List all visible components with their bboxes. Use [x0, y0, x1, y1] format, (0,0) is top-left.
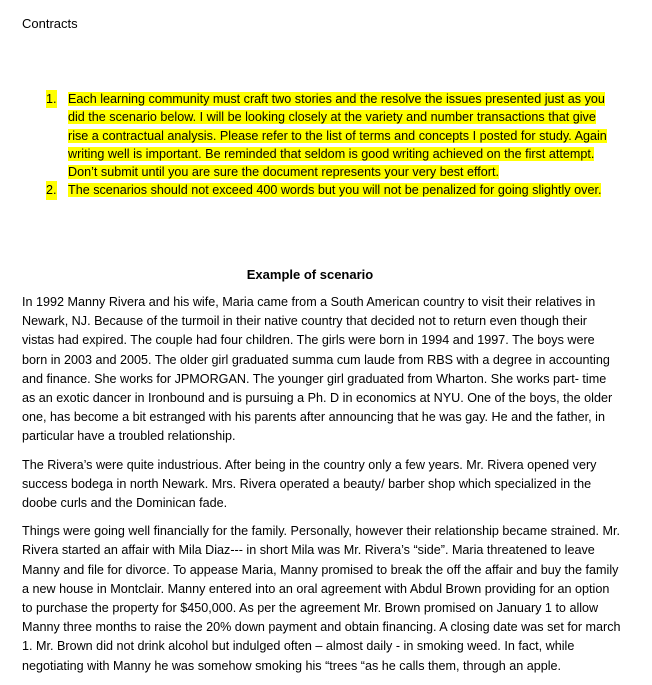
example-title: Example of scenario: [246, 267, 374, 282]
instruction-item: [46, 181, 616, 199]
scenario-paragraph: Things were going well financially for the family. Personally, however their relationship became strained. Mr. Rivera started an affair with Mila Diaz--- in short Mila was Mr. Rivera’s “side”. Maria threatened to leave Manny and file for divorce. To appease Maria, Manny promised to break the off the affair and buy the family a new house in Montclair. Manny entered into an oral agreement with Abdul Brown providing for an option to purchase the property for $450,000. As per the agreement Mr. Brown promised on January 1 to allow Manny three months to raise the 20% down payment and obtain financing. A closing date was set for march 1. Mr. Brown did not drink alcohol but indulged often – almost daily - in smoking weed. In fact, while negotiating with Manny he was somehow smoking his “trees “as he calls them, through an apple.: [22, 524, 621, 673]
scenario-paragraph: In 1992 Manny Rivera and his wife, Maria came from a South American country to visit their relatives in Newark, NJ. Because of the turmoil in their native country that decided not to return even though their vistas had expired. The couple had four children. The girls were born in 1994 and 1997. The boys were born in 2003 and 2005. The older girl graduated summa cum laude from RBS with a degree in accounting and finance. She works for JPMORGAN. The younger girl graduated from Wharton. She works part- time as an exotic dancer in Ironbound and is pursuing a Ph. D in economics at NYU. One of the boys, the older one, has become a bit estranged with his parents after announcing that he was gay. He and the father, in particular have a troubled relationship.: [22, 295, 613, 444]
scenario-paragraph: The Rivera’s were quite industrious. After being in the country only a few years. Mr. Rivera opened very success bodega in north Newark. Mrs. Rivera operated a beauty/ barber shop which specialized in the doobe curls and the Dominican fade.: [22, 457, 597, 511]
instruction-item: [46, 90, 616, 181]
instructions-list: [46, 90, 616, 200]
instruction-number: 1.: [46, 90, 57, 108]
scenario-body: [22, 293, 622, 685]
instruction-number: 2.: [46, 181, 57, 199]
instruction-text: The scenarios should not exceed 400 words but you will not be penalized for going slightly over.: [68, 183, 602, 198]
document-header: Contracts: [22, 16, 78, 31]
instruction-text: Each learning community must craft two stories and the resolve the issues presented just as you did the scenario below. I will be looking closely at the variety and number transactions that give rise a contractual analysis. Please refer to the list of terms and concepts I posted for study. Again writing well is important. Be reminded that seldom is good writing achieved on the first attempt. Don’t submit until you are sure the document represents your very best effort.: [68, 92, 607, 180]
